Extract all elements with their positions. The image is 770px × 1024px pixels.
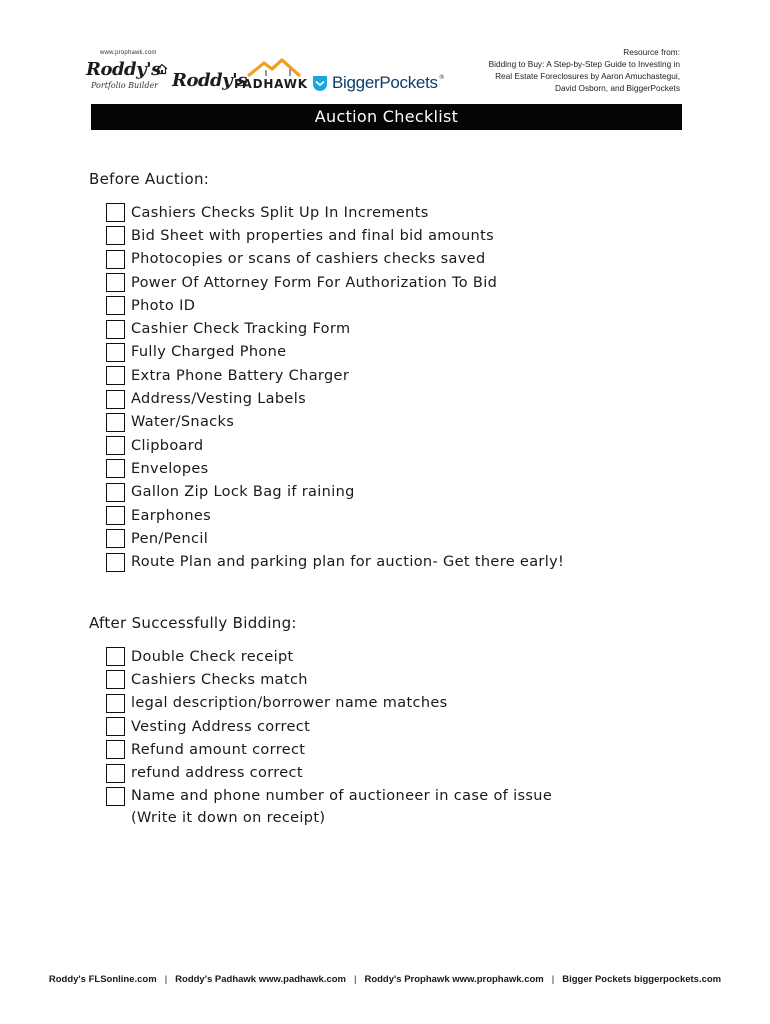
resource-line: David Osborn, and BiggerPockets (555, 83, 680, 93)
checkbox[interactable] (106, 553, 125, 572)
checklist-item-label: Power Of Attorney Form For Authorization To Bid (131, 274, 498, 291)
biggerpockets-logo (312, 72, 445, 94)
checklist-item (106, 294, 564, 317)
checkbox[interactable] (106, 740, 125, 759)
checklist-item-label: Cashier Check Tracking Form (131, 321, 351, 338)
checklist-item (106, 224, 564, 247)
checkbox[interactable] (106, 483, 125, 502)
checklist-item (106, 248, 564, 271)
checkbox[interactable] (106, 764, 125, 783)
after-bidding-heading: After Successfully Bidding: (89, 614, 297, 632)
checklist-item-label: Water/Snacks (131, 414, 235, 431)
checkbox[interactable] (106, 250, 125, 269)
checklist-item (106, 668, 552, 691)
checkbox[interactable] (106, 459, 125, 478)
logo-url: www.prophawk.com (100, 50, 157, 56)
checklist-item-label: Address/Vesting Labels (131, 391, 306, 408)
roof-icon (246, 58, 302, 78)
checklist-item (106, 201, 564, 224)
checklist-item-label: legal description/borrower name matches (131, 695, 448, 712)
biggerpockets-name: BiggerPockets (332, 73, 438, 92)
checklist-item (106, 715, 552, 738)
checklist-item-label: Refund amount correct (131, 741, 306, 758)
checkbox[interactable] (106, 670, 125, 689)
checkbox[interactable] (106, 529, 125, 548)
pocket-icon (312, 74, 328, 92)
resource-line: Bidding to Buy: A Step-by-Step Guide to Investing in (488, 59, 680, 69)
logo-subtitle: Portfolio Builder (91, 81, 158, 90)
house-icon (156, 63, 168, 75)
padhawk-script-name: Roddy's (172, 70, 247, 91)
checklist-item-label: Extra Phone Battery Charger (131, 367, 350, 384)
checklist-item-label: Photo ID (131, 297, 196, 314)
checkbox[interactable] (106, 390, 125, 409)
page-title: Auction Checklist (91, 104, 682, 130)
footer-link-biggerpockets: Bigger Pockets biggerpockets.com (562, 974, 722, 985)
checklist-item (106, 550, 564, 573)
before-auction-heading: Before Auction: (89, 170, 210, 188)
footer-separator: | (164, 974, 168, 985)
checkbox[interactable] (106, 787, 125, 806)
checkbox[interactable] (106, 366, 125, 385)
roddys-padhawk-logo (172, 58, 312, 96)
checklist-item-label: Earphones (131, 507, 212, 524)
checklist-item (106, 364, 564, 387)
checklist-item-continuation: (Write it down on receipt) (131, 810, 326, 826)
footer-separator: | (551, 974, 555, 985)
checklist-item (106, 481, 564, 504)
checkbox[interactable] (106, 320, 125, 339)
checkbox[interactable] (106, 226, 125, 245)
padhawk-brand: PADHAWK (234, 77, 308, 91)
resource-line: Real Estate Foreclosures by Aaron Amuchastegui, (495, 71, 680, 81)
checkbox[interactable] (106, 717, 125, 736)
checklist-item (106, 504, 564, 527)
resource-note (440, 46, 680, 94)
checklist-item (106, 738, 552, 761)
checkbox[interactable] (106, 203, 125, 222)
checklist-item (106, 692, 552, 715)
checklist-item-label: Pen/Pencil (131, 530, 209, 547)
checklist-item-label: Bid Sheet with properties and final bid amounts (131, 227, 495, 244)
checklist-item (106, 761, 552, 784)
footer-link-prophawk: Roddy's Prophawk www.prophawk.com (364, 974, 544, 985)
roddys-portfolio-builder-logo (86, 50, 170, 94)
checkbox[interactable] (106, 343, 125, 362)
checkbox[interactable] (106, 296, 125, 315)
logo-script-name: Roddy's (86, 59, 161, 80)
checkbox[interactable] (106, 647, 125, 666)
footer-link-padhawk: Roddy's Padhawk www.padhawk.com (175, 974, 346, 985)
checklist-item (106, 457, 564, 480)
checklist-item-label: Fully Charged Phone (131, 344, 287, 361)
checklist-item-label: refund address correct (131, 765, 303, 782)
checklist-item-label: Clipboard (131, 437, 204, 454)
checklist-item (106, 411, 564, 434)
footer (0, 974, 770, 985)
checklist-item (106, 645, 552, 668)
checklist-item (106, 527, 564, 550)
checklist-item-label: Envelopes (131, 460, 209, 477)
checklist-item-label: Double Check receipt (131, 648, 294, 665)
before-auction-checklist (106, 201, 564, 574)
registered-mark: ® (438, 74, 445, 81)
checklist-item (106, 271, 564, 294)
checklist-item-label: Vesting Address correct (131, 718, 311, 735)
checklist-item-label: Route Plan and parking plan for auction- Get there early! (131, 554, 565, 571)
checklist-item-label: Photocopies or scans of cashiers checks saved (131, 251, 486, 268)
checklist-item-label: Name and phone number of auctioneer in case of issue (131, 788, 553, 805)
resource-line: Resource from: (623, 47, 680, 57)
footer-separator: | (354, 974, 357, 985)
checklist-item (106, 341, 564, 364)
checkbox[interactable] (106, 273, 125, 292)
checkbox[interactable] (106, 436, 125, 455)
checklist-item-label: Gallon Zip Lock Bag if raining (131, 484, 355, 501)
footer-link-flsonline: Roddy's FLSonline.com (48, 974, 157, 985)
checklist-item (106, 434, 564, 457)
checklist-item (106, 785, 552, 808)
checkbox[interactable] (106, 506, 125, 525)
checklist-item (106, 387, 564, 410)
after-bidding-checklist (106, 645, 552, 808)
checklist-item-label: Cashiers Checks Split Up In Increments (131, 204, 429, 221)
checklist-item-label: Cashiers Checks match (131, 671, 308, 688)
checkbox[interactable] (106, 694, 125, 713)
checklist-item (106, 317, 564, 340)
checkbox[interactable] (106, 413, 125, 432)
